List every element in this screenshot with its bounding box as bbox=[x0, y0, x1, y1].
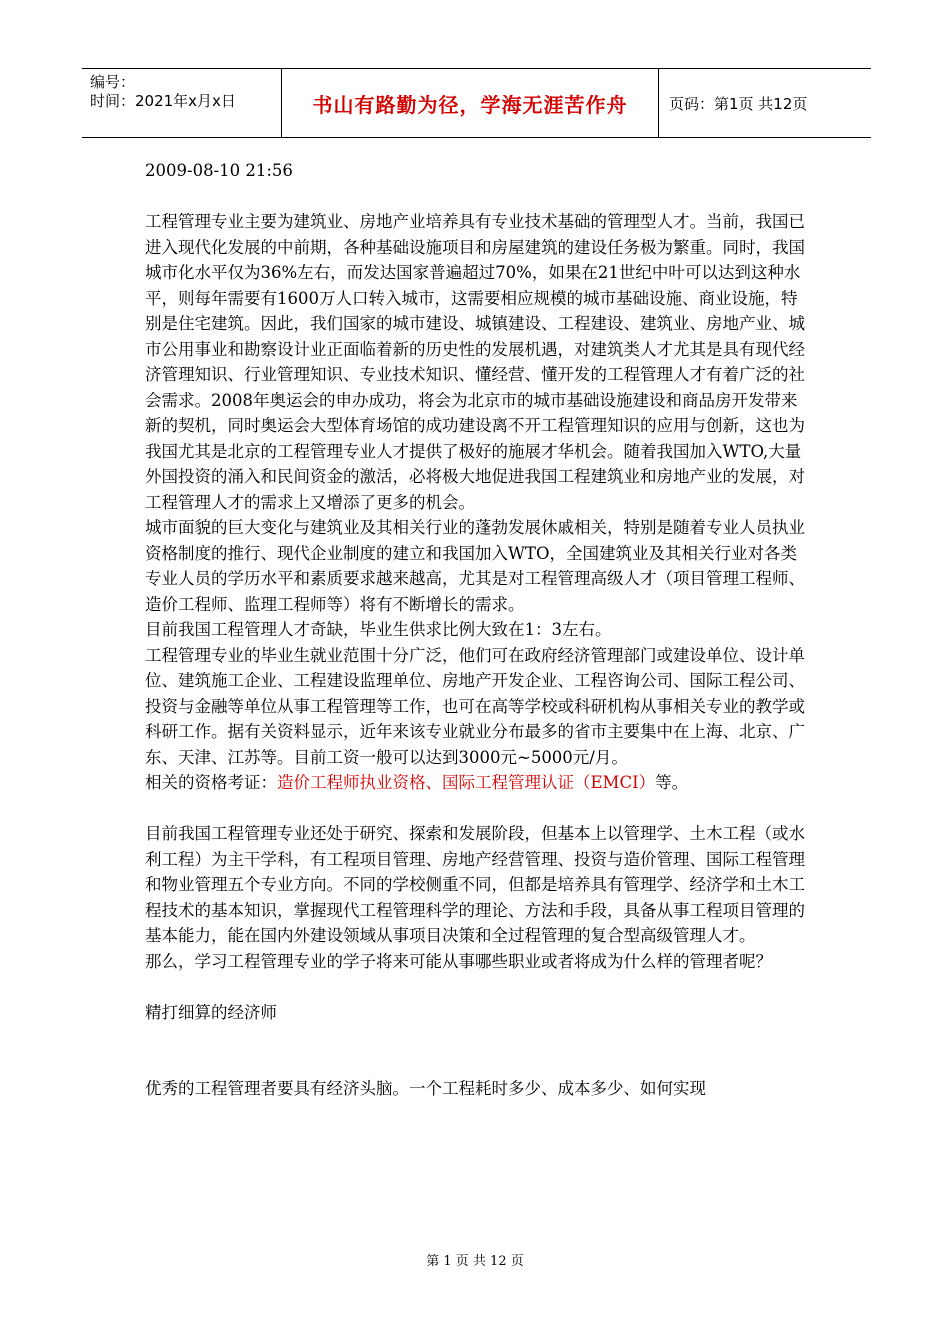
section-title: 精打细算的经济师 bbox=[145, 1002, 277, 1022]
document-time: 时间：2021年x月x日 bbox=[90, 92, 236, 110]
document-body bbox=[145, 158, 813, 1102]
page-header bbox=[82, 68, 871, 138]
qualification-suffix: 等。 bbox=[655, 773, 689, 792]
paragraph-economist: 优秀的工程管理者要具有经济头脑。一个工程耗时多少、成本多少、如何实现 bbox=[145, 1079, 706, 1098]
paragraph-qualification bbox=[145, 770, 813, 796]
page-footer: 第 1 页 共 12 页 bbox=[426, 1254, 524, 1269]
timestamp: 2009-08-10 21:56 bbox=[145, 161, 293, 180]
paragraph-intro: 工程管理专业主要为建筑业、房地产业培养具有专业技术基础的管理型人才。当前，我国已进入现代化发展的中前期，各种基础设施项目和房屋建筑的建设任务极为繁重。同时，我国城市化水平仅为36%左右，而发达国家普遍超过70%，如果在21世纪中叶可以达到这种水平，则每年需要有1600万人口转入城市，这需要相应规模的城市基础设施、商业设施，特别是住宅建筑。因此，我们国家的城市建设、城镇建设、工程建设、建筑业、房地产业、城市公用事业和勘察设计业正面临着新的历史性的发展机遇，对建筑类人才尤其是具有现代经济管理知识、行业管理知识、专业技术知识、懂经营、懂开发的工程管理人才有着广泛的社会需求。2008年奥运会的申办成功，将会为北京市的城市基础设施建设和商品房开发带来新的契机，同时奥运会大型体育场馆的成功建设离不开工程管理知识的应用与创新，这也为我国尤其是北京的工程管理专业人才提供了极好的施展才华机会。随着我国加入WTO,大量外国投资的涌入和民间资金的激活，必将极大地促进我国工程建筑业和房地产业的发展，对工程管理人才的需求上又增添了更多的机会。 bbox=[145, 212, 805, 512]
paragraph-shortage: 目前我国工程管理人才奇缺，毕业生供求比例大致在1：3左右。 bbox=[145, 620, 612, 639]
header-motto: 书山有路勤为径，学海无涯苦作舟 bbox=[312, 92, 628, 117]
paragraph-question: 那么，学习工程管理专业的学子将来可能从事哪些职业或者将成为什么样的管理者呢？ bbox=[145, 951, 772, 971]
header-meta bbox=[82, 69, 282, 137]
paragraph-urban: 城市面貌的巨大变化与建筑业及其相关行业的蓬勃发展休戚相关，特别是随着专业人员执业资格制度的推行、现代企业制度的建立和我国加入WTO，全国建筑业及其相关行业对各类专业人员的学历水平和素质要求越来越高，尤其是对工程管理高级人才（项目管理工程师、造价工程师、监理工程师等）将有不断增长的需求。 bbox=[145, 518, 805, 614]
paragraph-disciplines: 目前我国工程管理专业还处于研究、探索和发展阶段，但基本上以管理学、土木工程（或水利工程）为主干学科，有工程项目管理、房地产经营管理、投资与造价管理、国际工程管理和物业管理五个专业方向。不同的学校侧重不同，但都是培养具有管理学、经济学和土木工程技术的基本知识，掌握现代工程管理科学的理论、方法和手段，具备从事工程项目管理的基本能力，能在国内外建设领域从事项目决策和全过程管理的复合型高级管理人才。 bbox=[145, 824, 805, 945]
qualification-highlight: 造价工程师执业资格、国际工程管理认证（EMCI） bbox=[277, 773, 656, 792]
qualification-prefix: 相关的资格考证： bbox=[145, 773, 277, 792]
document-number-label: 编号： bbox=[90, 73, 136, 91]
header-motto-cell bbox=[282, 69, 659, 137]
header-page-info: 页码：第1页 共12页 bbox=[669, 94, 808, 113]
paragraph-employment: 工程管理专业的毕业生就业范围十分广泛，他们可在政府经济管理部门或建设单位、设计单位、建筑施工企业、工程建设监理单位、房地产开发企业、工程咨询公司、国际工程公司、投资与金融等单位从事工程管理等工作，也可在高等学校或科研机构从事相关专业的教学或科研工作。据有关资料显示，近年来该专业就业分布最多的省市主要集中在上海、北京、广东、天津、江苏等。目前工资一般可以达到3000元~5000元/月。 bbox=[145, 645, 805, 767]
